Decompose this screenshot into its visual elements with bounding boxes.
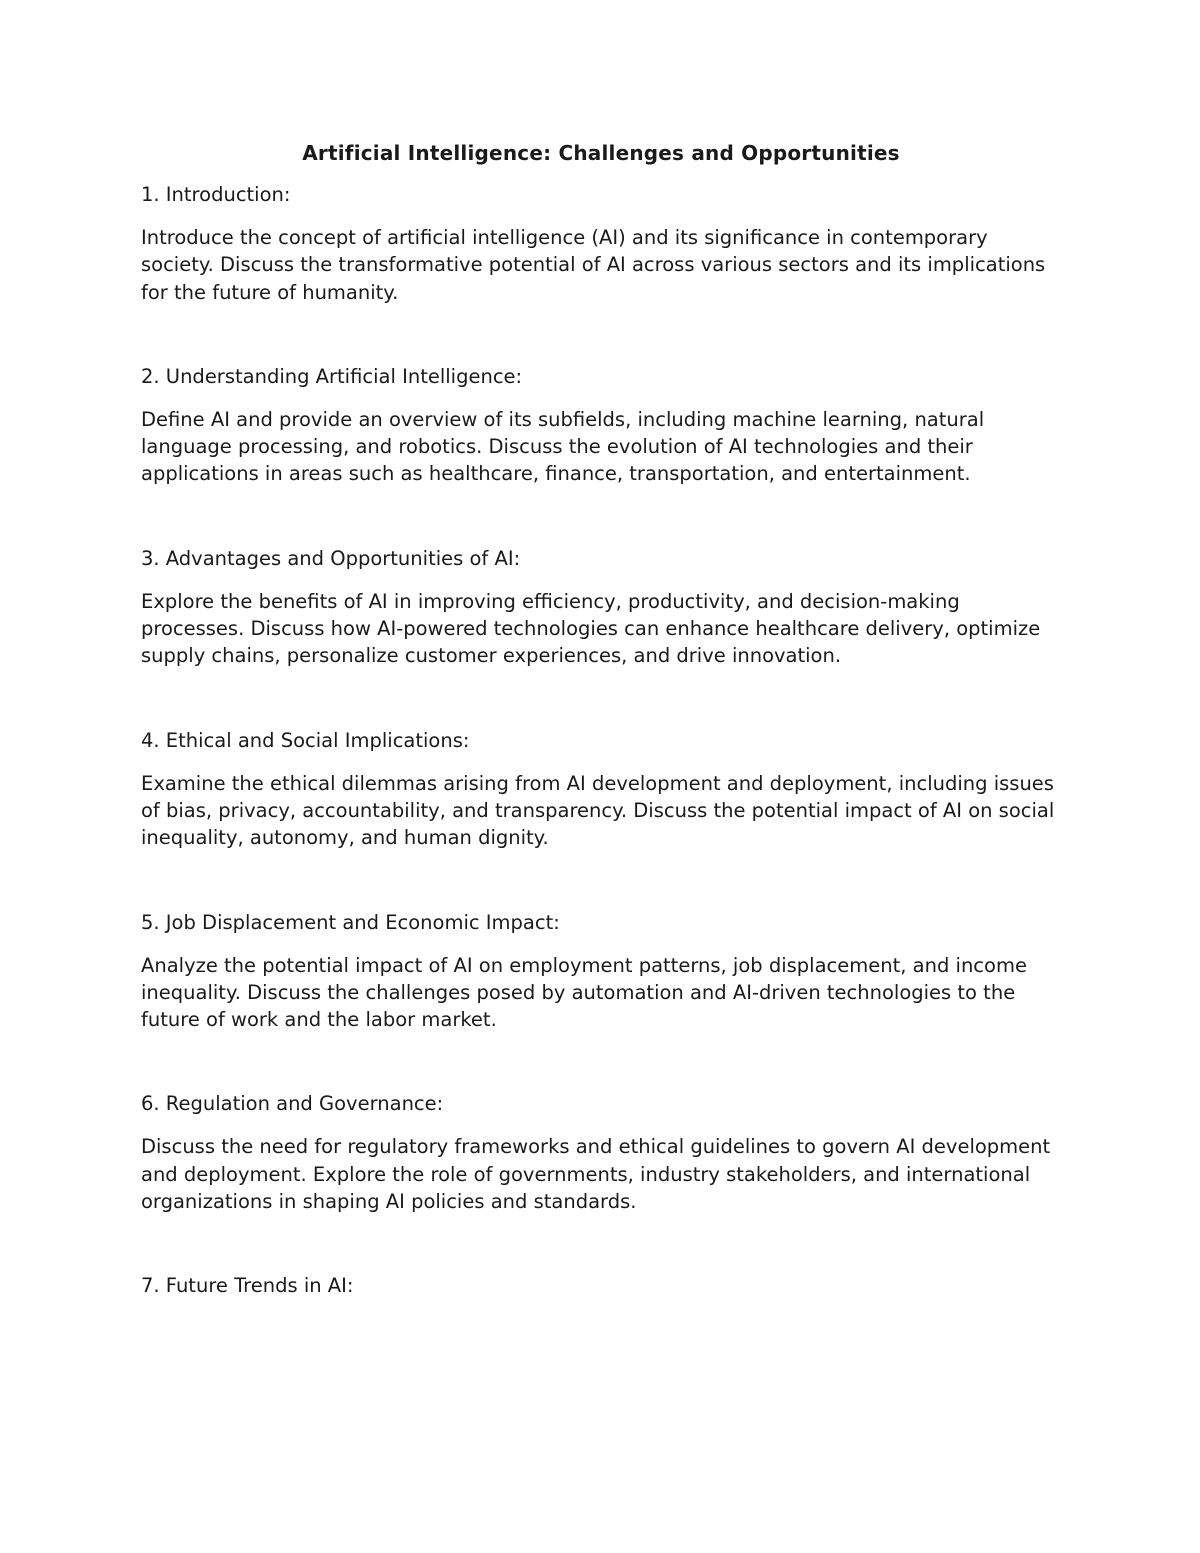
section-heading: 3. Advantages and Opportunities of AI: [141, 546, 521, 570]
section-body: Define AI and provide an overview of its subfields, including machine learning, natural language processing, and robotics. Discuss the evolution of AI technologies and their applications in areas such as healthcare, finance, transportation, and entertainment. [141, 407, 985, 486]
section-heading: 5. Job Displacement and Economic Impact: [141, 910, 560, 934]
section-body: Introduce the concept of artificial intelligence (AI) and its significance in contemporary society. Discuss the transformative potential of AI across various sectors and its implications for the future of humanity. [141, 226, 1046, 304]
section-heading: 7. Future Trends in AI: [141, 1274, 354, 1298]
section-understanding-ai [141, 363, 1061, 488]
document-title: Artificial Intelligence: Challenges and Opportunities [302, 141, 900, 165]
section-job-displacement [141, 909, 1061, 1034]
section-introduction [141, 181, 1061, 306]
section-regulation [141, 1090, 1061, 1215]
section-body: Analyze the potential impact of AI on employment patterns, job displacement, and income inequality. Discuss the challenges posed by automation and AI-driven technologies to the future of work and the labor market. [141, 953, 1027, 1032]
section-heading: 1. Introduction: [141, 183, 291, 206]
section-advantages [141, 545, 1061, 670]
section-future-trends [141, 1272, 1061, 1299]
section-heading: 2. Understanding Artificial Intelligence: [141, 364, 523, 388]
section-heading: 6. Regulation and Governance: [141, 1092, 444, 1116]
document-content [141, 138, 1061, 1299]
section-body: Examine the ethical dilemmas arising from AI development and deployment, including issues of bias, privacy, accountability, and transparency. Discuss the potential impact of AI on social inequality, autonomy, and human dignity. [141, 771, 1055, 850]
section-body: Explore the benefits of AI in improving efficiency, productivity, and decision-making processes. Discuss how AI-powered technologies can enhance healthcare delivery, optimize supply chains, personalize customer experiences, and drive innovation. [141, 589, 1041, 668]
section-body: Discuss the need for regulatory frameworks and ethical guidelines to govern AI development and deployment. Explore the role of governments, industry stakeholders, and international organizations in shaping AI policies and standards. [141, 1135, 1051, 1214]
section-ethical-implications [141, 727, 1061, 852]
section-heading: 4. Ethical and Social Implications: [141, 728, 470, 752]
